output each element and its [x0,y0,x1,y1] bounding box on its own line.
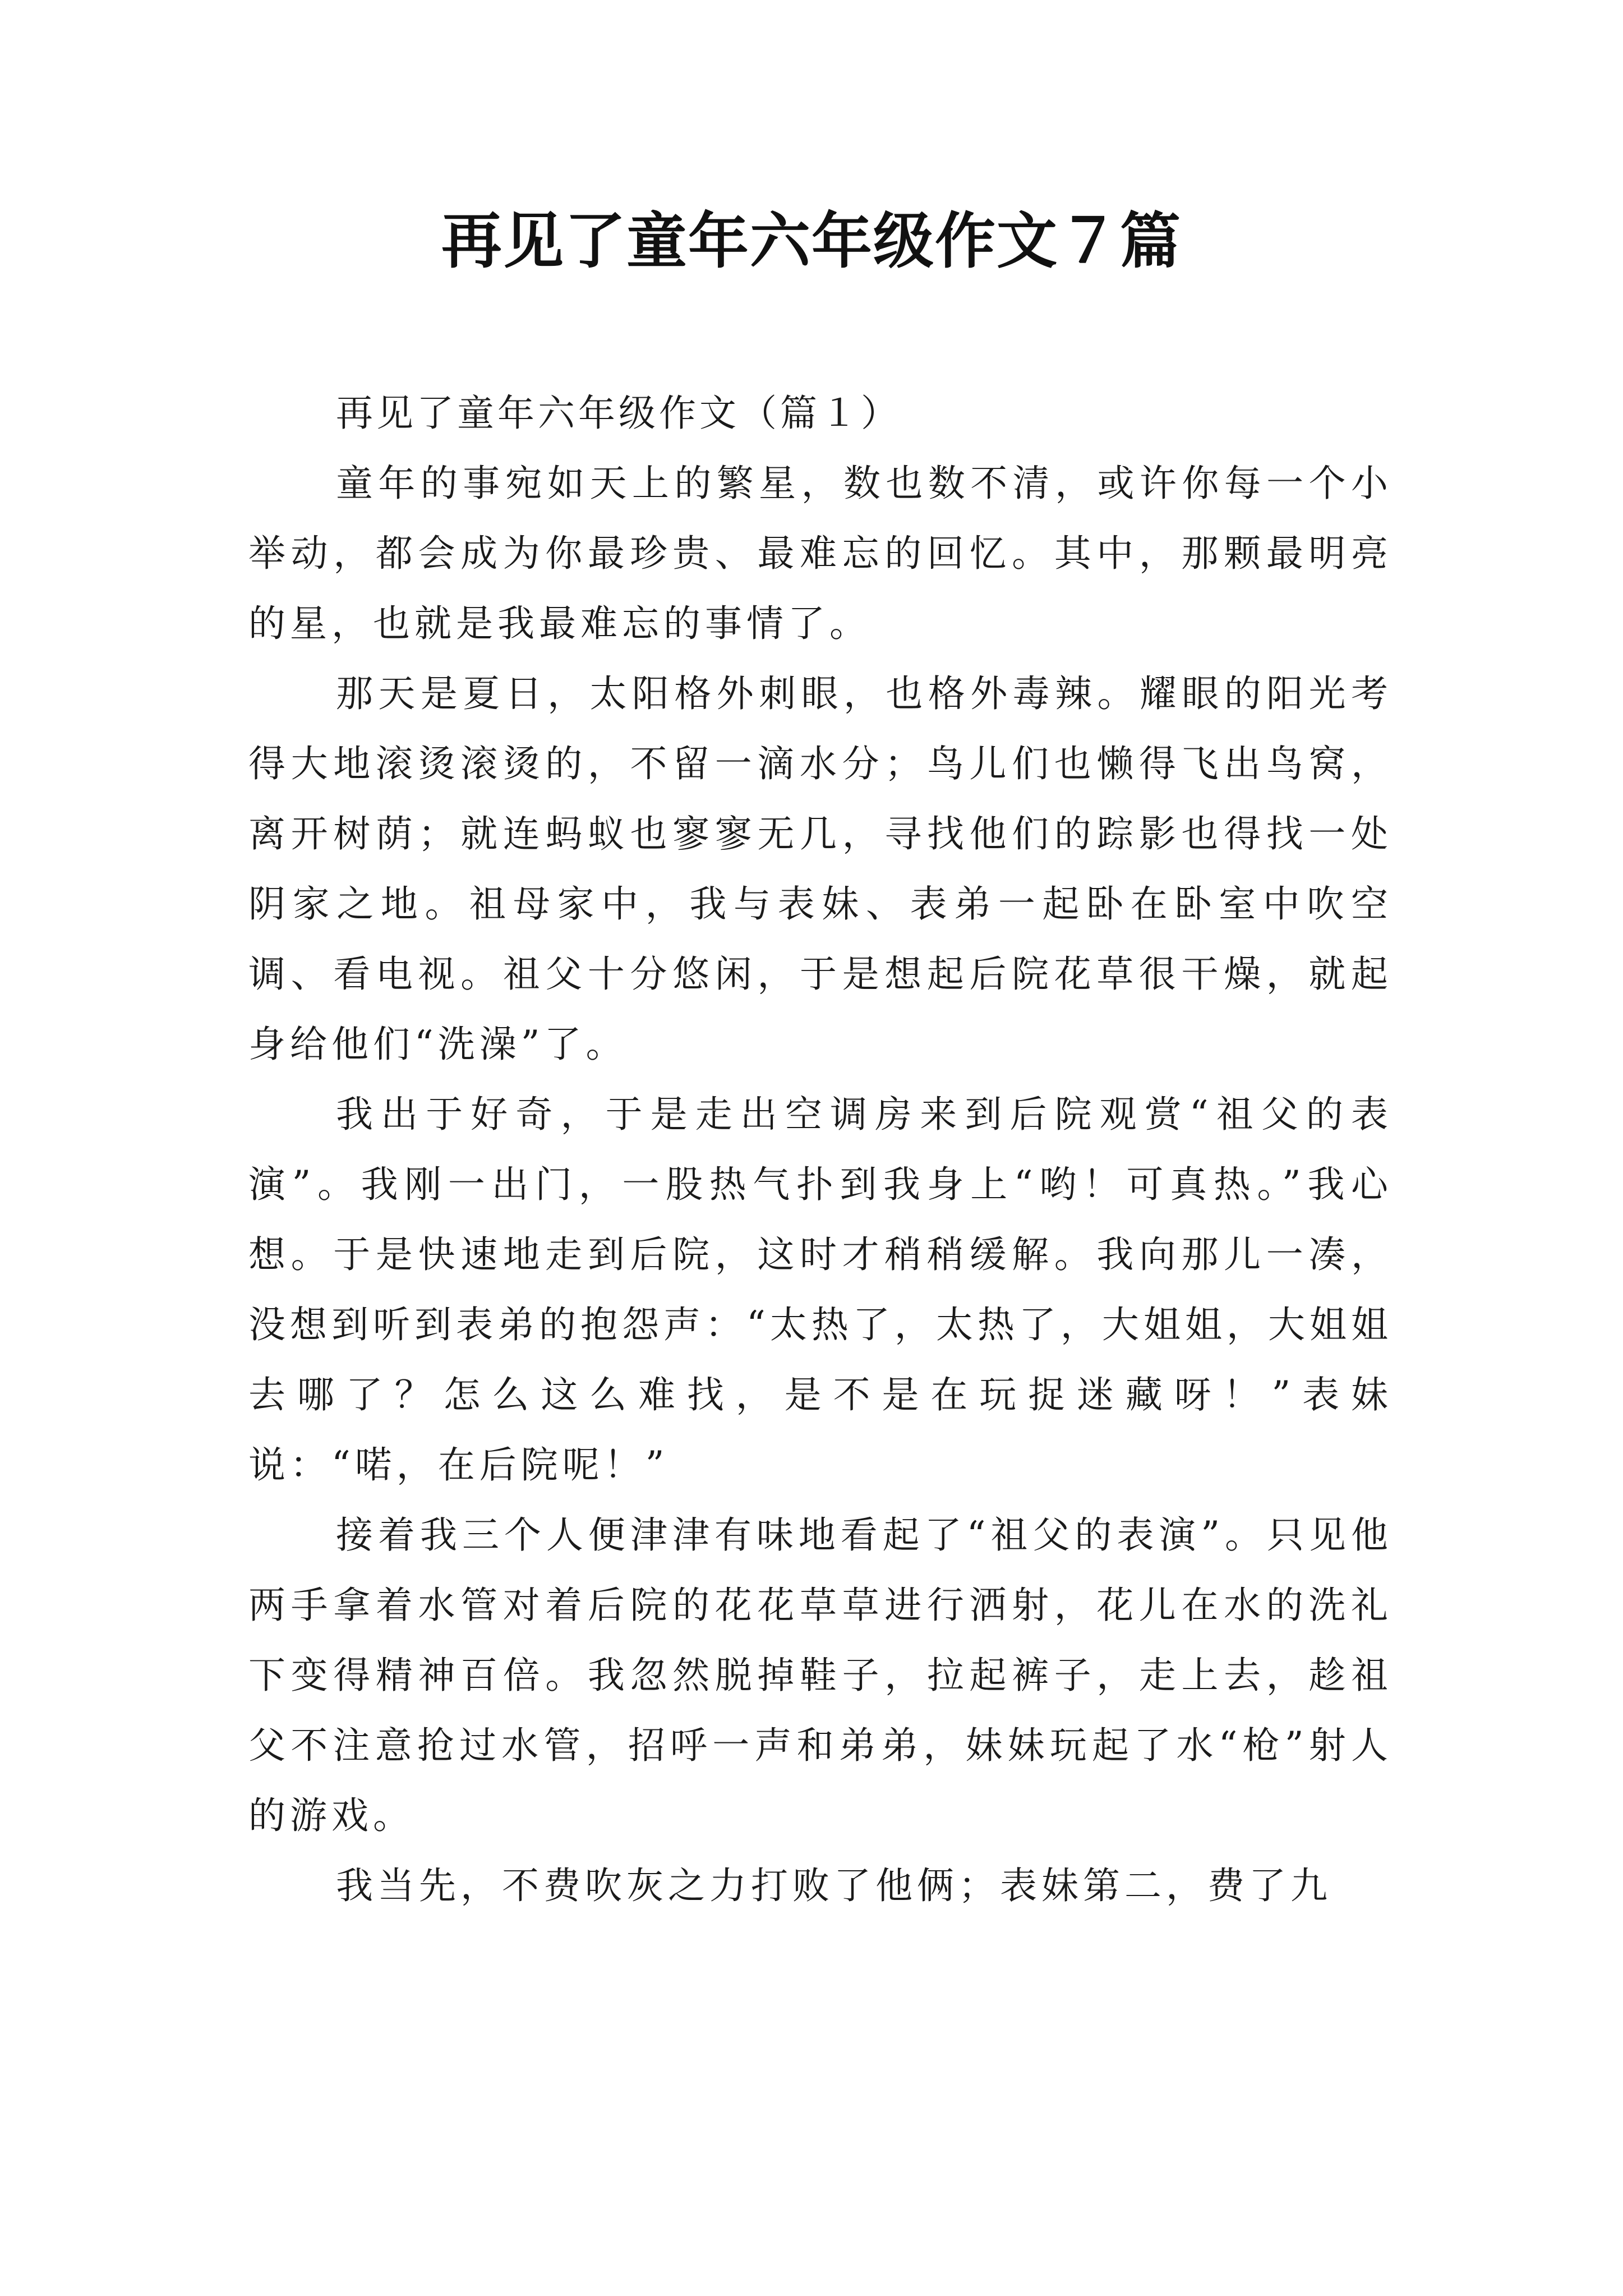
section-heading: 再见了童年六年级作文（篇１） [336,392,901,435]
document-body [248,378,1393,1921]
paragraph-5: 我当先，不费吹灰之力打败了他俩；表妹第二，费了九 [336,1864,1332,1907]
paragraph-2: 那天是夏日，太阳格外刺眼，也格外毒辣。耀眼的阳光考得大地滚烫滚烫的，不留一滴水分；鸟儿们也懒得飞出鸟窝，离开树荫；就连蚂蚁也寥寥无几，寻找他们的踪影也得找一处阴家之地。祖母家中，我与表妹、表弟一起卧在卧室中吹空调、看电视。祖父十分悠闲，于是想起后院花草很干燥，就起身给他们“洗澡”了。 [248,672,1393,1066]
paragraph-1: 童年的事宛如天上的繁星，数也数不清，或许你每一个小举动，都会成为你最珍贵、最难忘的回忆。其中，那颗最明亮的星，也就是我最难忘的事情了。 [248,462,1393,645]
paragraph-3: 我出于好奇，于是走出空调房来到后院观赏“祖父的表演”。我刚一出门，一股热气扑到我身上“哟！可真热。”我心想。于是快速地走到后院，这时才稍稍缓解。我向那儿一凑，没想到听到表弟的抱怨声：“太热了，太热了，大姐姐，大姐姐去哪了？怎么这么难找，是不是在玩捉迷藏呀！”表妹说：“喏，在后院呢！” [248,1093,1393,1487]
document-title: 再见了童年六年级作文７篇 [441,206,1182,277]
paragraph-4: 接着我三个人便津津有味地看起了“祖父的表演”。只见他两手拿着水管对着后院的花花草草进行洒射，花儿在水的洗礼下变得精神百倍。我忽然脱掉鞋子，拉起裤子，走上去，趁祖父不注意抢过水管，招呼一声和弟弟，妹妹玩起了水“枪”射人的游戏。 [248,1513,1393,1837]
